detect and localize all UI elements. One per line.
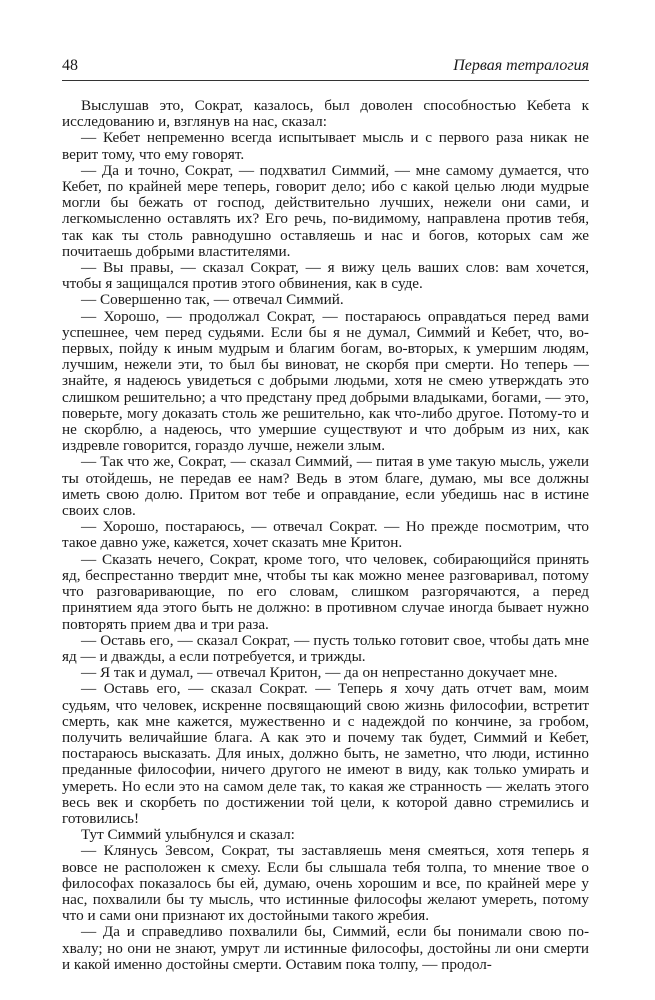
- paragraph: — Вы правы, — сказал Сократ, — я вижу цель ваших слов: вам хочется, чтобы я защищался против этого обвинения, как в суде.: [62, 259, 589, 293]
- paragraph: — Клянусь Зевсом, Сократ, ты заставляешь меня смеяться, хотя теперь я вовсе не расположен к смеху. Если бы слышала тебя толпа, то мнение твое о философах показалось бы ей, думаю, очень хорошим и все, по крайней мере у нас, похвалили бы ту мысль, что истинные философы желают умереть, потому что и сами они признают их достойными такого жребия.: [62, 842, 589, 925]
- paragraph: — Хорошо, — продолжал Сократ, — постараюсь оправдаться перед вами успешнее, чем перед судьями. Если бы я не думал, Симмий и Кебет, что, во-первых, пойду к иным мудрым и благим богам, во-вторых, к умершим людям, лучшим, нежели эти, то был бы виноват, не скорбя при смерти. Но теперь — знайте, я надеюсь увидеться с добрыми людьми, хотя не смею утверждать это слишком решительно; а что предстану пред добрыми владыками, богами, — это, поверьте, могу доказать столь же решительно, как что-либо другое. Потому-то и не скорблю, а надеюсь, что умершие существуют и что добрым из них, как издревле говорится, гораздо лучше, нежели злым.: [62, 307, 589, 455]
- page-number: 48: [62, 57, 78, 74]
- paragraph: — Я так и думал, — отвечал Критон, — да он непрестанно докучает мне.: [81, 664, 558, 682]
- paragraph: — Хорошо, постараюсь, — отвечал Сократ. — Но прежде посмотрим, что такое давно уже, кажется, хочет сказать мне Критон.: [62, 518, 589, 552]
- paragraph: — Сказать нечего, Сократ, кроме того, что человек, собирающийся принять яд, беспрестанно твердит мне, чтобы ты как можно менее разговаривал, потому что разговаривающие, по его словам, слишком разгорячаются, а перед принятием яда этого быть не должно: в противном случае иногда бывает нужно повторять прием два и три раза.: [62, 550, 589, 633]
- paragraph: — Кебет непременно всегда испытывает мысль и с первого раза никак не верит тому, что ему говорят.: [62, 129, 589, 163]
- paragraph: — Так что же, Сократ, — сказал Симмий, — питая в уме такую мысль, ужели ты отойдешь, не передав ее нам? Ведь в этом благе, думаю, мы все должны иметь свою долю. Притом вот тебе и оправдание, если убедишь нас в истине своих слов.: [62, 453, 589, 520]
- running-head: [62, 56, 589, 78]
- paragraph: — Совершенно так, — отвечал Симмий.: [81, 291, 344, 309]
- paragraph: — Да и точно, Сократ, — подхватил Симмий, — мне самому думается, что Кебет, по крайней мере теперь, говорит дело; ибо с какой целью люди мудрые могли бы бежать от господ, действительно лучших, нежели они сами, и легкомысленно оставлять их? Его речь, по-видимому, направлена против тебя, так как ты столь равнодушно оставляешь и нас и богов, которых сам же почитаешь добрыми властителями.: [62, 161, 589, 260]
- header-rule: [62, 80, 589, 81]
- paragraph: — Да и справедливо похвалили бы, Симмий, если бы понимали свою похвалу; но они не знают, умрут ли истинные философы, достойны ли они смерти и какой именно достойны смерти. Оставим пока толпу, — продол-: [62, 923, 589, 973]
- paragraph: Тут Симмий улыбнулся и сказал:: [81, 826, 295, 844]
- paragraph: Выслушав это, Сократ, казалось, был доволен способностью Кебета к исследованию и, взглянув на нас, сказал:: [62, 97, 589, 131]
- paragraph: — Оставь его, — сказал Сократ. — Теперь я хочу дать отчет вам, моим судьям, что человек, искренне посвящающий свою жизнь философии, встретит смерть, как мне кажется, мужественно и с надеждой по кончине, за гробом, получить величайшие блага. А как это и почему так будет, Симмий и Кебет, постараюсь высказать. Для иных, должно быть, не заметно, что люди, истинно преданные философии, ничего другого не имеют в виду, как только умирать и умереть. Но если это на самом деле так, то какая же странность — желать этого весь век и скорбеть по достижении той цели, к которой давно стремились и готовились!: [62, 680, 589, 827]
- section-title: Первая тетралогия: [453, 57, 589, 74]
- paragraph: — Оставь его, — сказал Сократ, — пусть только готовит свое, чтобы дать мне яд — и дважды, а если потребуется, и трижды.: [62, 631, 589, 665]
- body-text: [62, 98, 589, 973]
